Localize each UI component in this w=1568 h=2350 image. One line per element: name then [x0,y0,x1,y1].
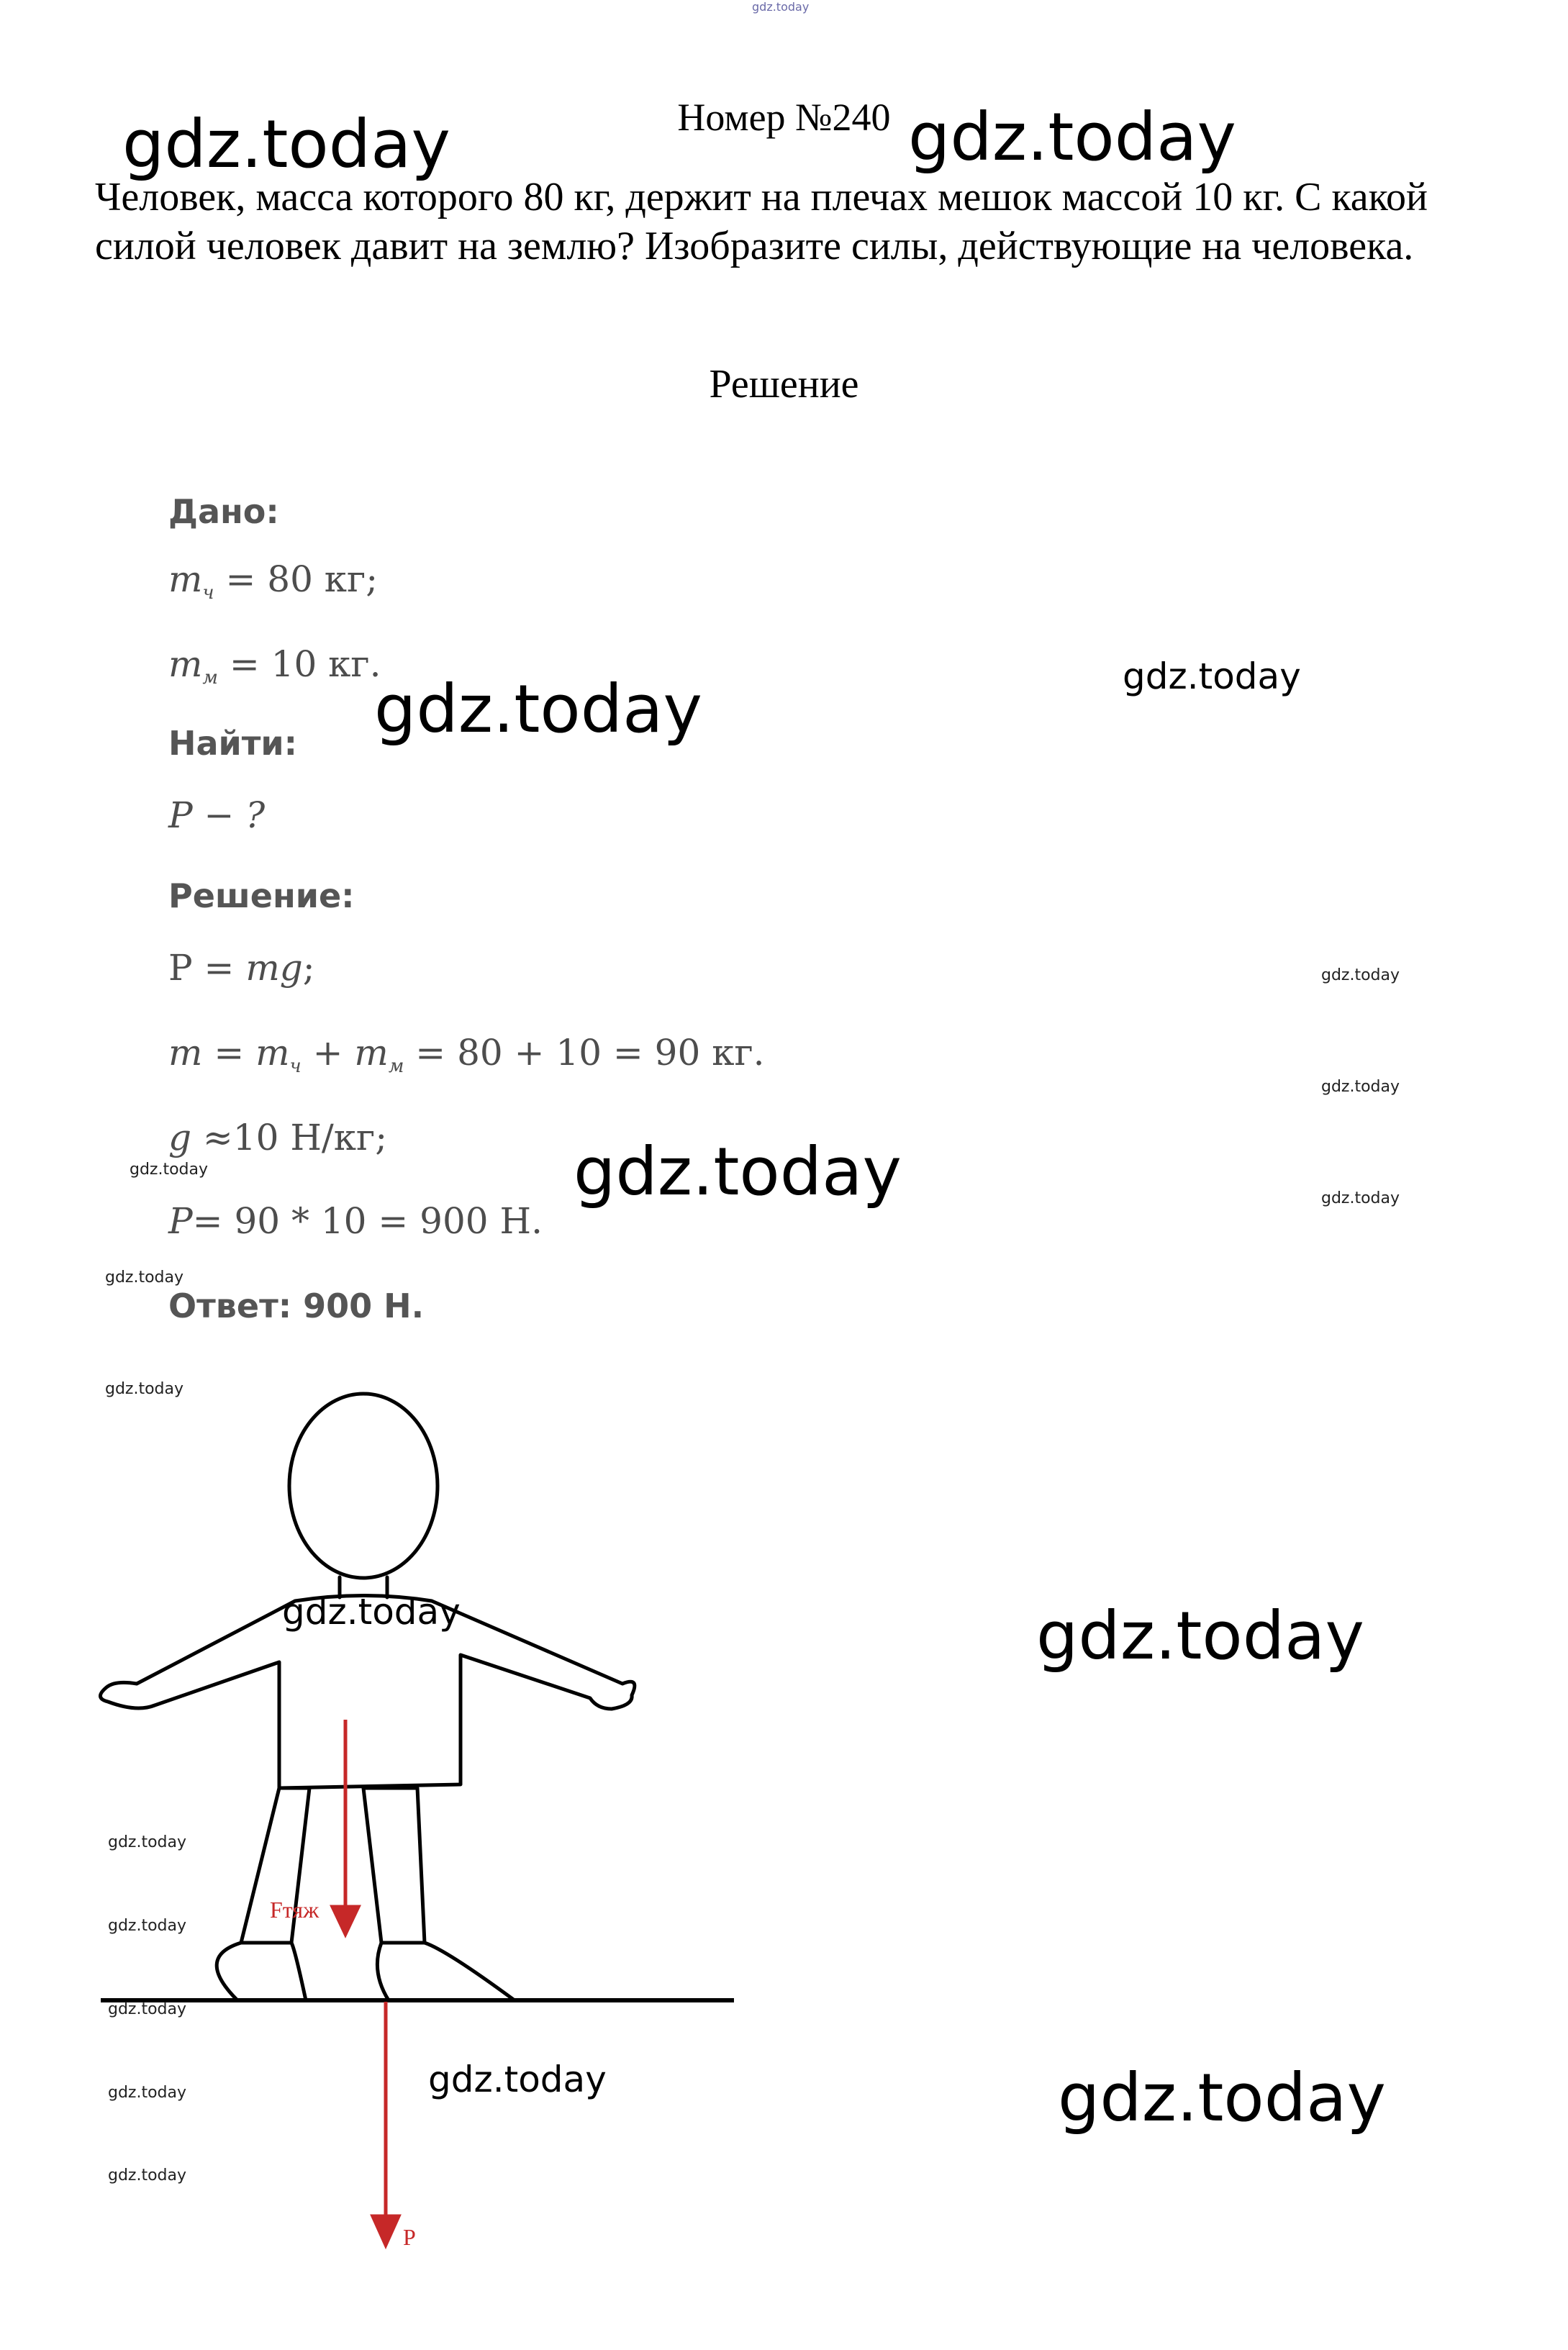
sub: м [388,1056,404,1077]
given-mass-person [168,558,379,604]
watermark: gdz.today [105,1269,184,1287]
lhs: P = [168,947,246,989]
right-foot [377,1943,515,2000]
watermark: gdz.today [1321,1189,1400,1207]
sub: ч [202,582,214,604]
var-g: g [168,1117,192,1158]
watermark-top: gdz.today [752,0,810,14]
p-calc [168,1200,543,1242]
end: ; [302,947,315,989]
watermark: gdz.today [108,1833,187,1851]
gravity-arrowhead [332,1907,358,1934]
value: ≈10 Н/кг; [191,1117,388,1158]
answer: Ответ: 900 Н. [168,1287,425,1325]
watermark: gdz.today [108,1917,187,1935]
left-foot [217,1943,306,2000]
page-title: Номер №240 [677,96,891,139]
watermark: gdz.today [1036,1597,1364,1674]
eq: = [202,1032,256,1074]
watermark: gdz.today [108,2084,187,2102]
watermark: gdz.today [108,2000,187,2018]
find-value: P − ? [168,794,266,836]
watermark: gdz.today [1123,655,1301,697]
plus: + [301,1032,355,1074]
watermark: gdz.today [1321,1078,1400,1096]
head [289,1394,438,1578]
var-p: P [168,1200,193,1242]
watermark: gdz.today [282,1591,461,1633]
watermark: gdz.today [1321,966,1400,984]
weight-label: P [403,2224,416,2250]
watermark: gdz.today [428,2059,607,2100]
watermark: gdz.today [908,99,1236,176]
legs [241,1788,425,1943]
value: = 80 + 10 = 90 кг. [404,1032,765,1074]
watermark: gdz.today [122,106,450,183]
watermark: gdz.today [108,2167,187,2185]
var-m: m [168,1032,203,1074]
sub: ч [289,1056,302,1077]
var-m: m [354,1032,389,1074]
gravity-label: Fтяж [270,1897,320,1923]
problem-statement: Человек, масса которого 80 кг, держит на плечах мешок массой 10 кг. С какой силой человек давит на землю? Изобразите силы, действующие на человека. [95,175,1428,268]
watermark: gdz.today [374,671,702,748]
var-m: m [168,643,203,685]
solution-label: Решение: [168,876,355,915]
formula-mass [168,1032,765,1077]
value: = 10 кг. [217,643,381,685]
value: = 90 * 10 = 900 Н. [192,1200,543,1242]
watermark: gdz.today [130,1161,209,1179]
watermark: gdz.today [105,1380,184,1398]
force-diagram [86,1382,763,2267]
weight-arrowhead [373,2216,399,2245]
g-value [168,1117,388,1158]
value: = 80 кг; [214,558,379,600]
watermark: gdz.today [574,1133,902,1210]
find-label: Найти: [168,724,298,763]
watermark: gdz.today [1058,2059,1386,2136]
formula-weight [168,947,315,989]
given-label: Дано: [168,492,279,531]
var-m: m [168,558,203,600]
var-mg: mg [245,947,303,989]
var-m: m [255,1032,290,1074]
given-mass-sack [168,643,381,689]
sub: м [202,667,218,689]
solution-heading: Решение [709,362,859,407]
